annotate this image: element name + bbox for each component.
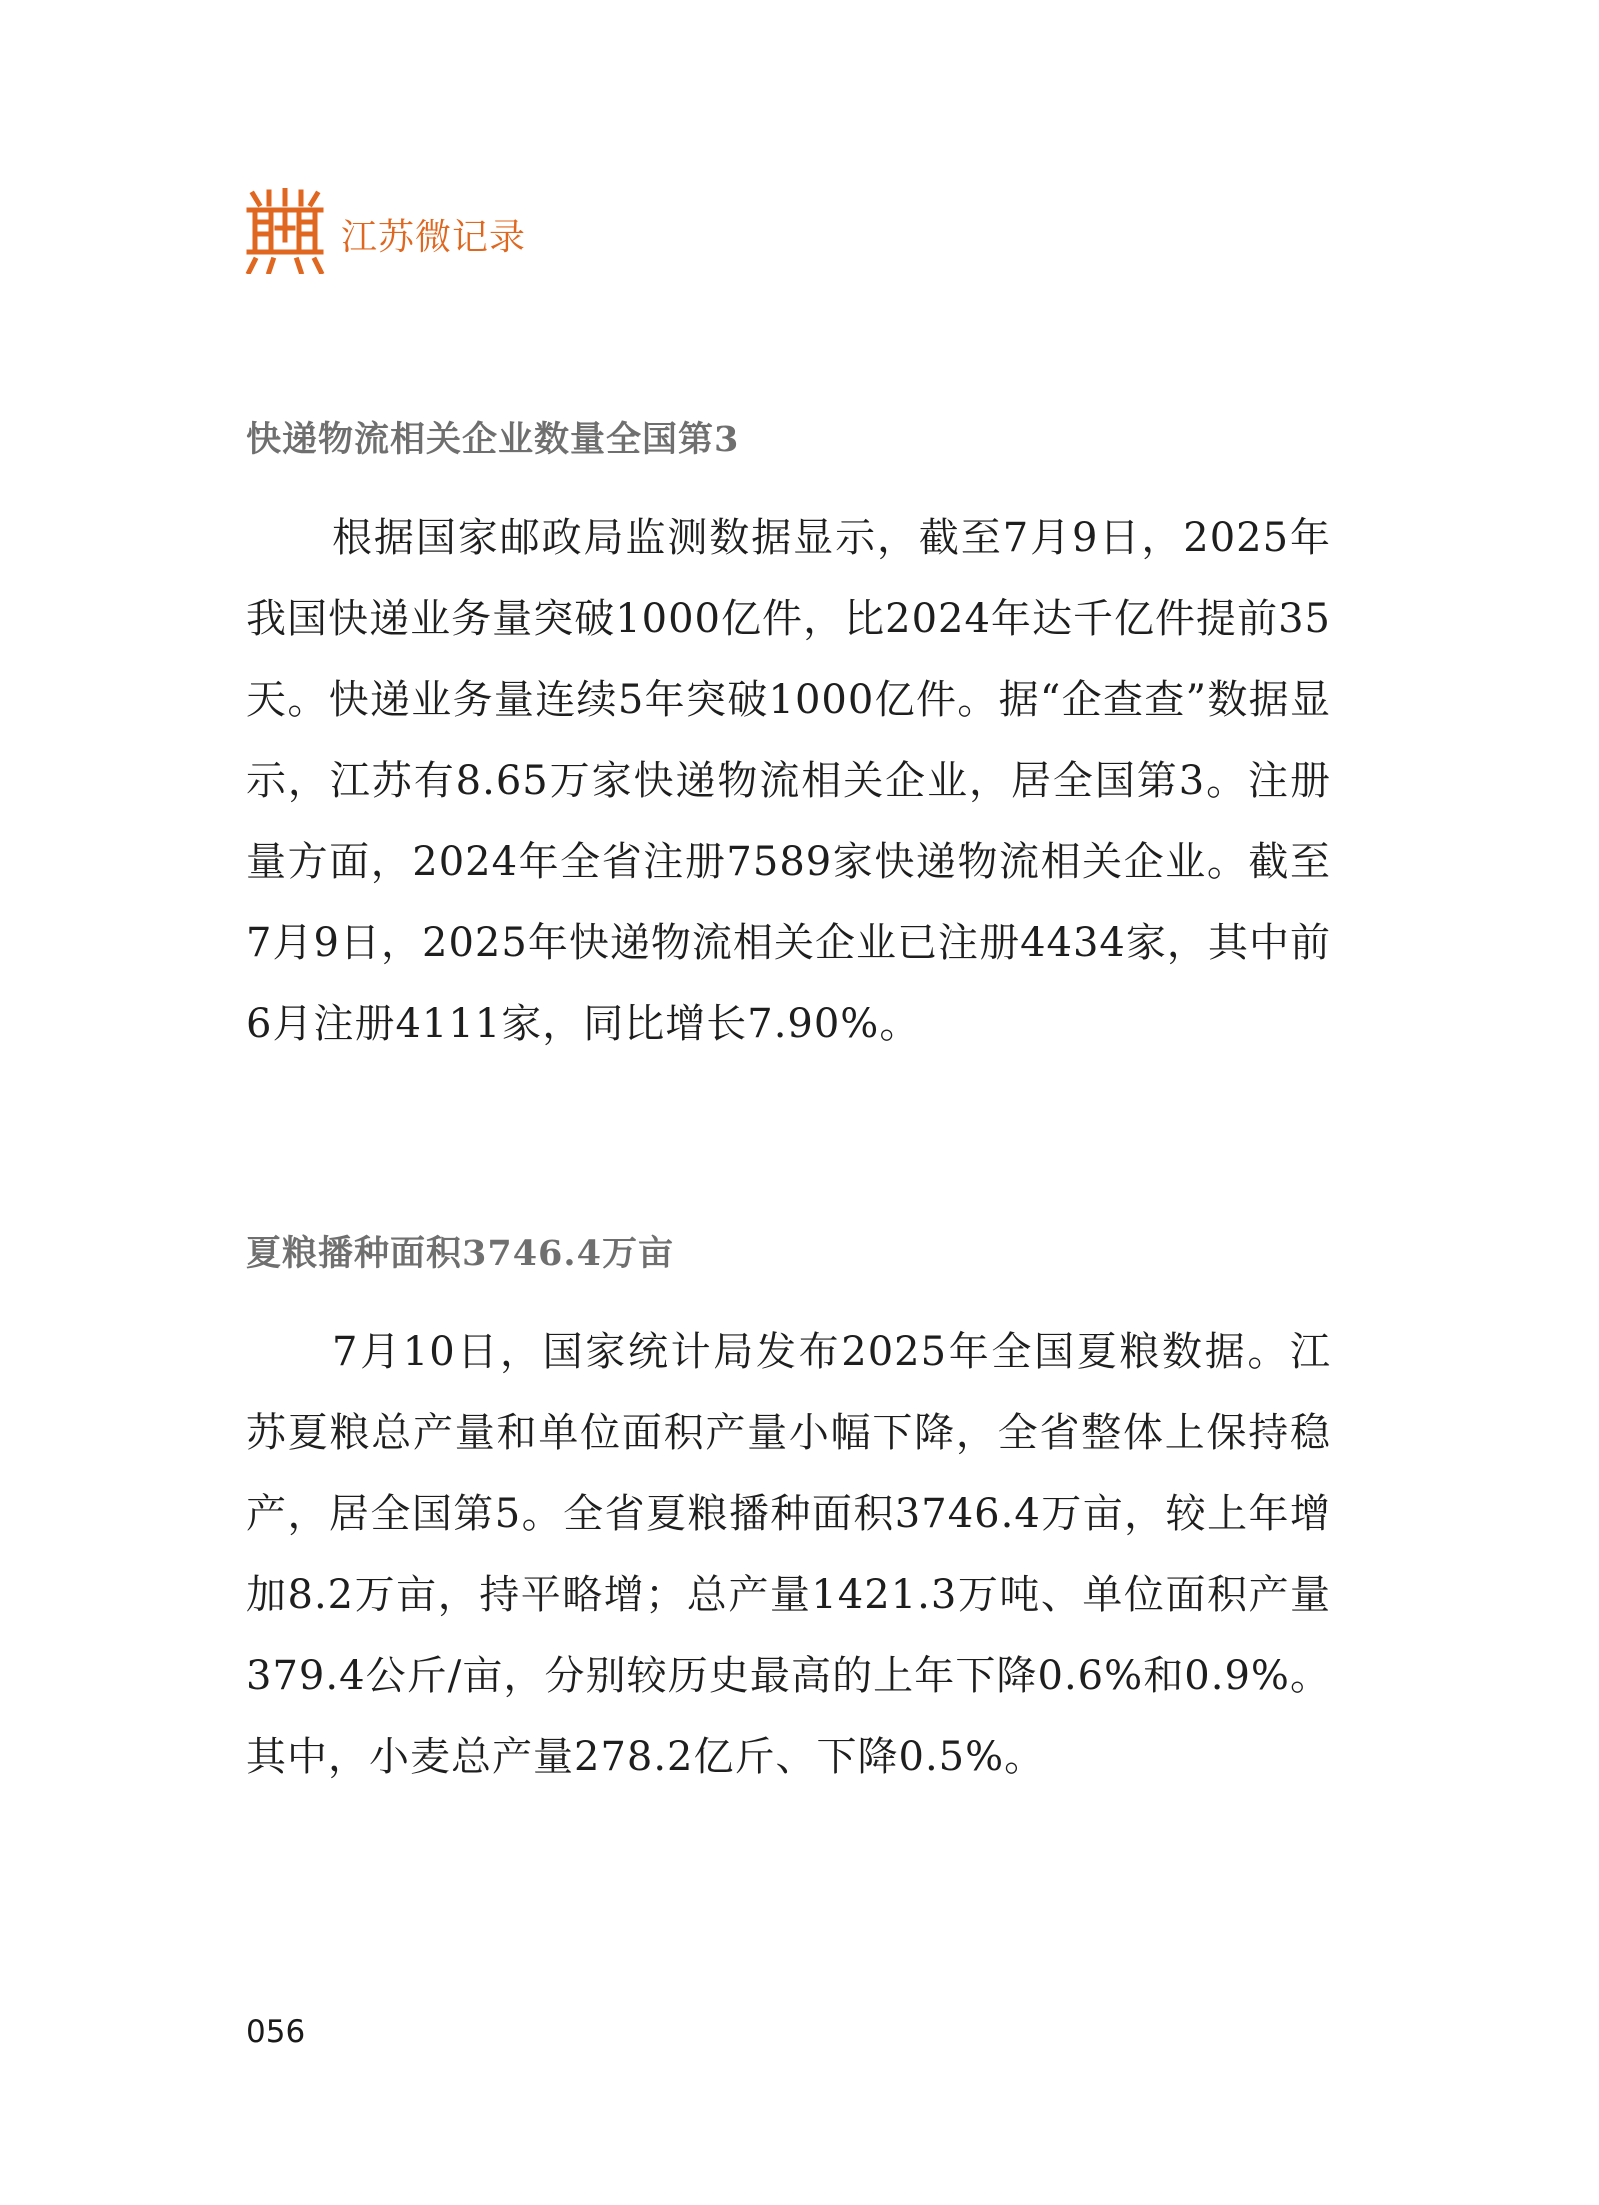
section-body-express-logistics: 根据国家邮政局监测数据显示，截至7月9日，2025年我国快递业务量突破1000亿件，比2024年达千亿件提前35天。快递业务量连续5年突破1000亿件。据“企查查”数据显示，江苏有8.65万家快递物流相关企业，居全国第3。注册量方面，2024年全省注册7589家快递物流相关企业。截至7月9日，2025年快递物流相关企业已注册4434家，其中前6月注册4111家，同比增长7.90%。 <box>246 515 1331 1047</box>
section-body-summer-grain: 7月10日，国家统计局发布2025年全国夏粮数据。江苏夏粮总产量和单位面积产量小幅下降，全省整体上保持稳产，居全国第5。全省夏粮播种面积3746.4万亩，较上年增加8.2万亩，持平略增；总产量1421.3万吨、单位面积产量379.4公斤/亩，分别较历史最高的上年下降0.6%和0.9%。其中，小麦总产量278.2亿斤、下降0.5%。 <box>246 1329 1331 1780</box>
section-heading-summer-grain: 夏粮播种面积3746.4万亩 <box>246 1233 674 1274</box>
page-number: 056 <box>246 2014 306 2050</box>
section-heading-express-logistics: 快递物流相关企业数量全国第3 <box>246 419 740 460</box>
page-header <box>245 188 526 274</box>
logo-icon <box>245 188 325 274</box>
header-title: 江苏微记录 <box>341 216 527 258</box>
